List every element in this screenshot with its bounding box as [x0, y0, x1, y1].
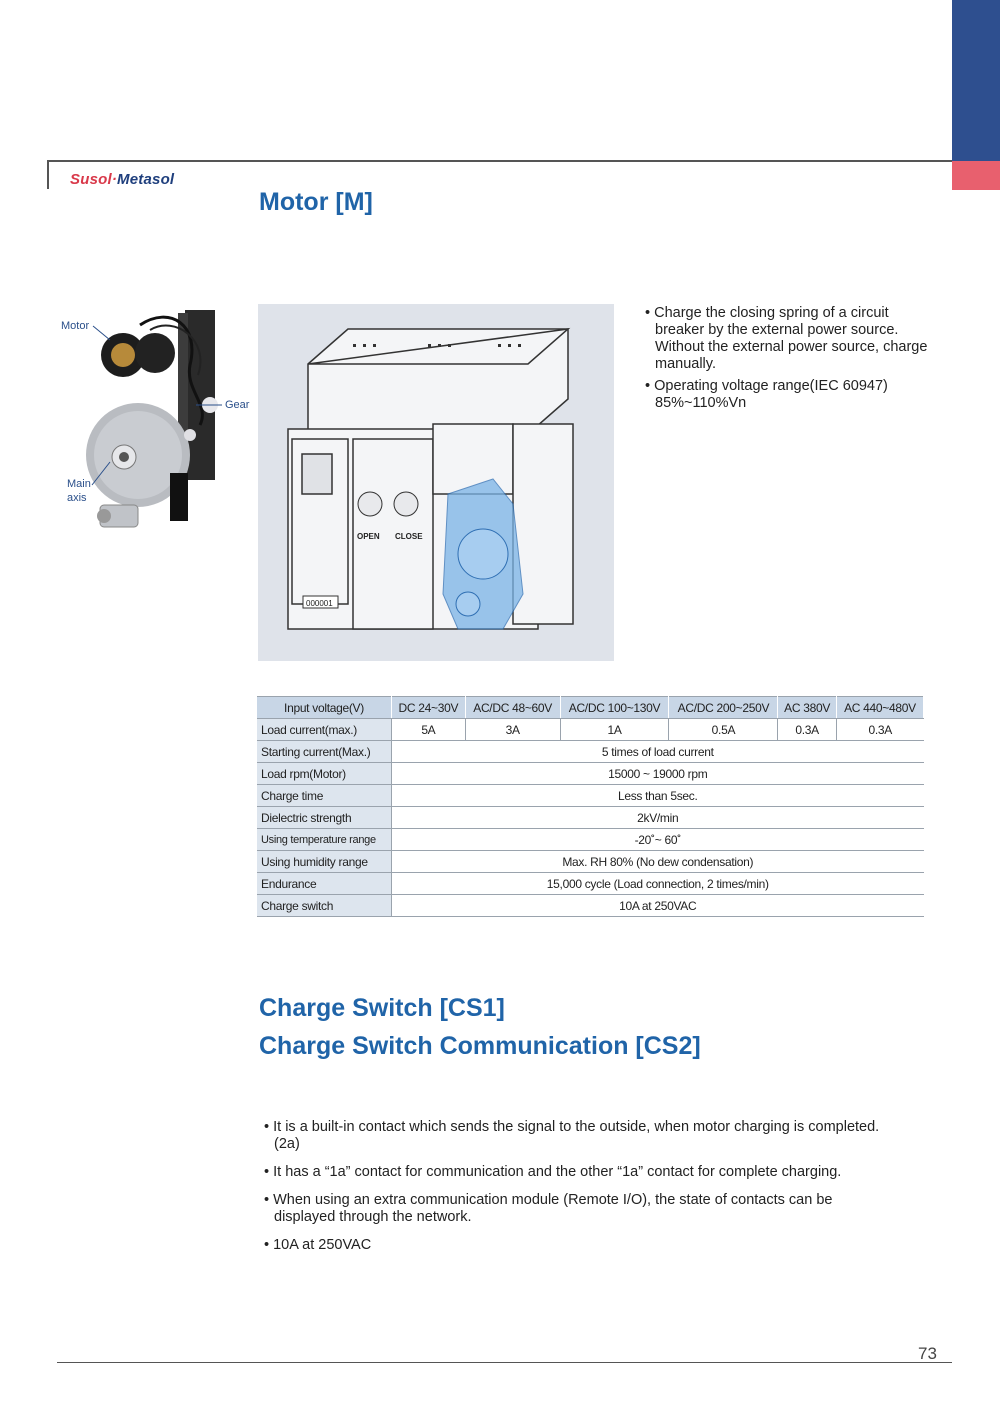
cell-value: Less than 5sec.: [392, 785, 924, 807]
cell-value: 15,000 cycle (Load connection, 2 times/min): [392, 873, 924, 895]
callout-gear: Gear: [225, 399, 250, 411]
header-input-voltage: Input voltage(V): [257, 697, 392, 719]
close-label: CLOSE: [395, 532, 423, 541]
cell-value: 2kV/min: [392, 807, 924, 829]
edge-tab-red: [952, 161, 1000, 190]
charge-switch-comm-title: Charge Switch Communication [CS2]: [259, 1032, 701, 1060]
cell-value: 10A at 250VAC: [392, 895, 924, 917]
brand-logo: Susol·Metasol: [70, 171, 175, 188]
header-ac-380: AC 380V: [778, 697, 837, 719]
table-row: [257, 719, 924, 741]
row-label: Dielectric strength: [257, 807, 392, 829]
motor-spec-table: [257, 696, 924, 917]
cell-value: 0.3A: [836, 719, 923, 741]
callout-motor: Motor: [61, 320, 90, 332]
callout-leaders: [0, 0, 260, 520]
header-acdc-200: AC/DC 200~250V: [669, 697, 778, 719]
charge-bullet-3: • When using an extra communication module (Remote I/O), the state of contacts can be displayed through the network.: [264, 1192, 833, 1225]
cell-value: 5 times of load current: [392, 741, 924, 763]
table-row: [257, 785, 924, 807]
counter-label: 000001: [306, 599, 333, 608]
row-label: Charge switch: [257, 895, 392, 917]
callout-main-axis-1: Main: [67, 478, 91, 490]
breaker-illustration: [258, 304, 614, 661]
row-label: Starting current(Max.): [257, 741, 392, 763]
table-row: [257, 741, 924, 763]
table-row: [257, 829, 924, 851]
cell-value: 1A: [560, 719, 669, 741]
motor-bullet-2: • Operating voltage range(IEC 60947) 85%~110%Vn: [645, 378, 888, 411]
cell-value: 15000 ~ 19000 rpm: [392, 763, 924, 785]
header-dc-24: DC 24~30V: [392, 697, 466, 719]
charge-bullet-2: • It has a “1a” contact for communication and the other “1a” contact for complete charging.: [264, 1164, 842, 1180]
open-label: OPEN: [357, 532, 380, 541]
table-row: [257, 873, 924, 895]
charge-switch-title: Charge Switch [CS1]: [259, 994, 505, 1022]
table-row: [257, 895, 924, 917]
cell-value: Max. RH 80% (No dew condensation): [392, 851, 924, 873]
cell-value: 0.3A: [778, 719, 837, 741]
motor-bullet-1: • Charge the closing spring of a circuit breaker by the external power source. Without the external power source, charge manually.: [645, 305, 928, 372]
cell-value: 0.5A: [669, 719, 778, 741]
table-header-row: [257, 697, 924, 719]
row-label: Endurance: [257, 873, 392, 895]
motor-bullets: [645, 305, 935, 412]
header-acdc-100: AC/DC 100~130V: [560, 697, 669, 719]
page-number: 73: [918, 1344, 937, 1363]
cell-value: 3A: [465, 719, 560, 741]
table-row: [257, 851, 924, 873]
header-acdc-48: AC/DC 48~60V: [465, 697, 560, 719]
cell-value: -20˚~ 60˚: [392, 829, 924, 851]
row-label: Using humidity range: [257, 851, 392, 873]
row-label: Using temperature range: [257, 829, 392, 851]
footer-rule: [57, 1362, 952, 1363]
row-label: Load rpm(Motor): [257, 763, 392, 785]
charge-bullets: [264, 1119, 884, 1254]
row-label: Charge time: [257, 785, 392, 807]
motor-section-title: Motor [M]: [259, 188, 373, 216]
row-label: Load current(max.): [257, 719, 392, 741]
table-row: [257, 807, 924, 829]
edge-tab-blue: [952, 0, 1000, 161]
table-row: [257, 763, 924, 785]
callout-main-axis-2: axis: [67, 492, 87, 504]
charge-bullet-1: • It is a built-in contact which sends the signal to the outside, when motor charging is completed. (2a): [264, 1119, 880, 1152]
cell-value: 5A: [392, 719, 466, 741]
charge-bullet-4: • 10A at 250VAC: [264, 1237, 372, 1253]
header-ac-440: AC 440~480V: [836, 697, 923, 719]
